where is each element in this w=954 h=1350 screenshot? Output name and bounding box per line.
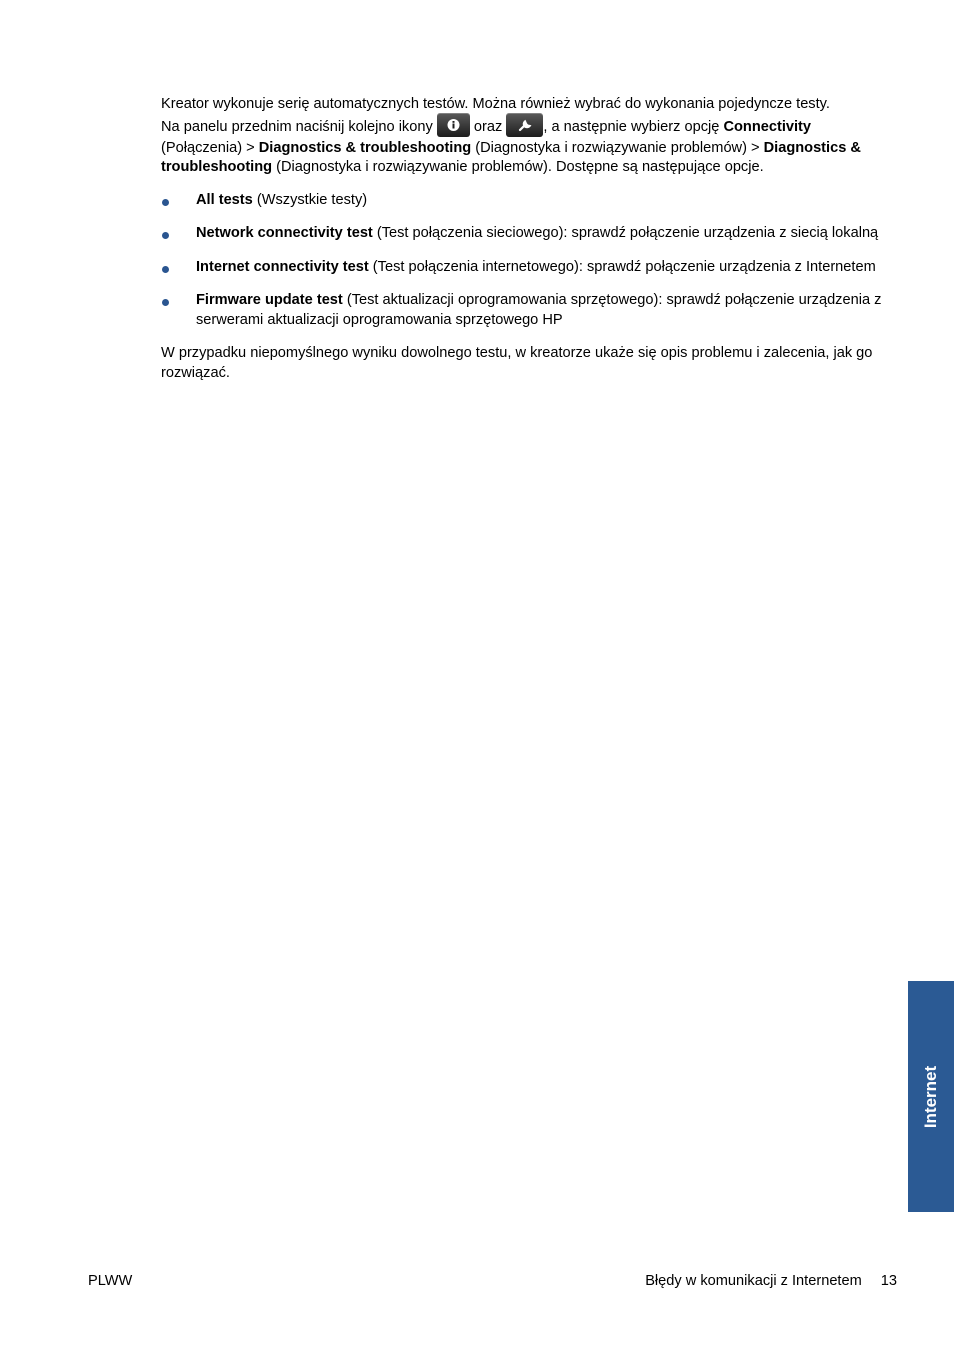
intro-sentence-2c: , a następnie wybierz opcję	[543, 118, 720, 135]
intro-sentence-2b: oraz	[473, 118, 503, 135]
intro-sentence-2a: Na panelu przednim naciśnij kolejno ikony	[161, 118, 433, 135]
option-description: (Test aktualizacji oprogramowania sprzętowego): sprawdź połączenie urządzenia z serwerami aktualizacji oprogramowania sprzętowego HP	[196, 292, 882, 328]
footer-section-title: Błędy w komunikacji z Internetem	[645, 1273, 862, 1289]
intro-sentence-1: Kreator wykonuje serię automatycznych testów. Można również wybrać do wykonania pojedyncze testy.	[161, 96, 830, 112]
diagnostics-option-1: Diagnostics & troubleshooting	[258, 139, 472, 156]
bullet-icon	[162, 232, 169, 239]
wrench-icon	[506, 113, 543, 137]
option-description: (Wszystkie testy)	[256, 191, 368, 208]
chapter-tab-label: Internet	[921, 1065, 940, 1128]
info-icon	[437, 113, 470, 137]
page-number: 13	[880, 1273, 897, 1289]
footer-locale: PLWW	[88, 1273, 133, 1289]
test-options-list	[161, 191, 886, 331]
connectivity-option: Connectivity	[723, 118, 812, 135]
option-name: All tests	[196, 191, 253, 208]
diagnostics-option-2: Diagnostics & troubleshooting	[161, 139, 861, 175]
option-description: (Test połączenia internetowego): sprawdź połączenie urządzenia z Internetem	[372, 258, 876, 275]
list-item	[161, 224, 886, 244]
polaczenia-text: (Połączenia) >	[161, 139, 255, 156]
option-name: Internet connectivity test	[196, 258, 369, 275]
option-name: Network connectivity test	[196, 225, 373, 241]
closing-paragraph: W przypadku niepomyślnego wyniku dowolnego testu, w kreatorze ukaże się opis problemu i zalecenia, jak go rozwiązać.	[161, 345, 873, 381]
list-item	[161, 258, 886, 278]
bullet-icon	[162, 299, 169, 306]
page-content	[161, 95, 886, 383]
footer-section	[645, 1273, 897, 1289]
intro-paragraph	[161, 95, 886, 178]
list-item	[161, 291, 886, 330]
diagnostics-pl-1: (Diagnostyka i rozwiązywanie problemów) >	[475, 139, 760, 156]
bullet-icon	[162, 266, 169, 273]
chapter-tab	[908, 981, 954, 1212]
list-item	[161, 191, 886, 211]
option-description: (Test połączenia sieciowego): sprawdź połączenie urządzenia z siecią lokalną	[376, 225, 879, 241]
diagnostics-pl-2: (Diagnostyka i rozwiązywanie problemów). Dostępne są następujące opcje.	[276, 159, 764, 175]
bullet-icon	[162, 199, 169, 206]
option-name: Firmware update test	[196, 292, 343, 308]
